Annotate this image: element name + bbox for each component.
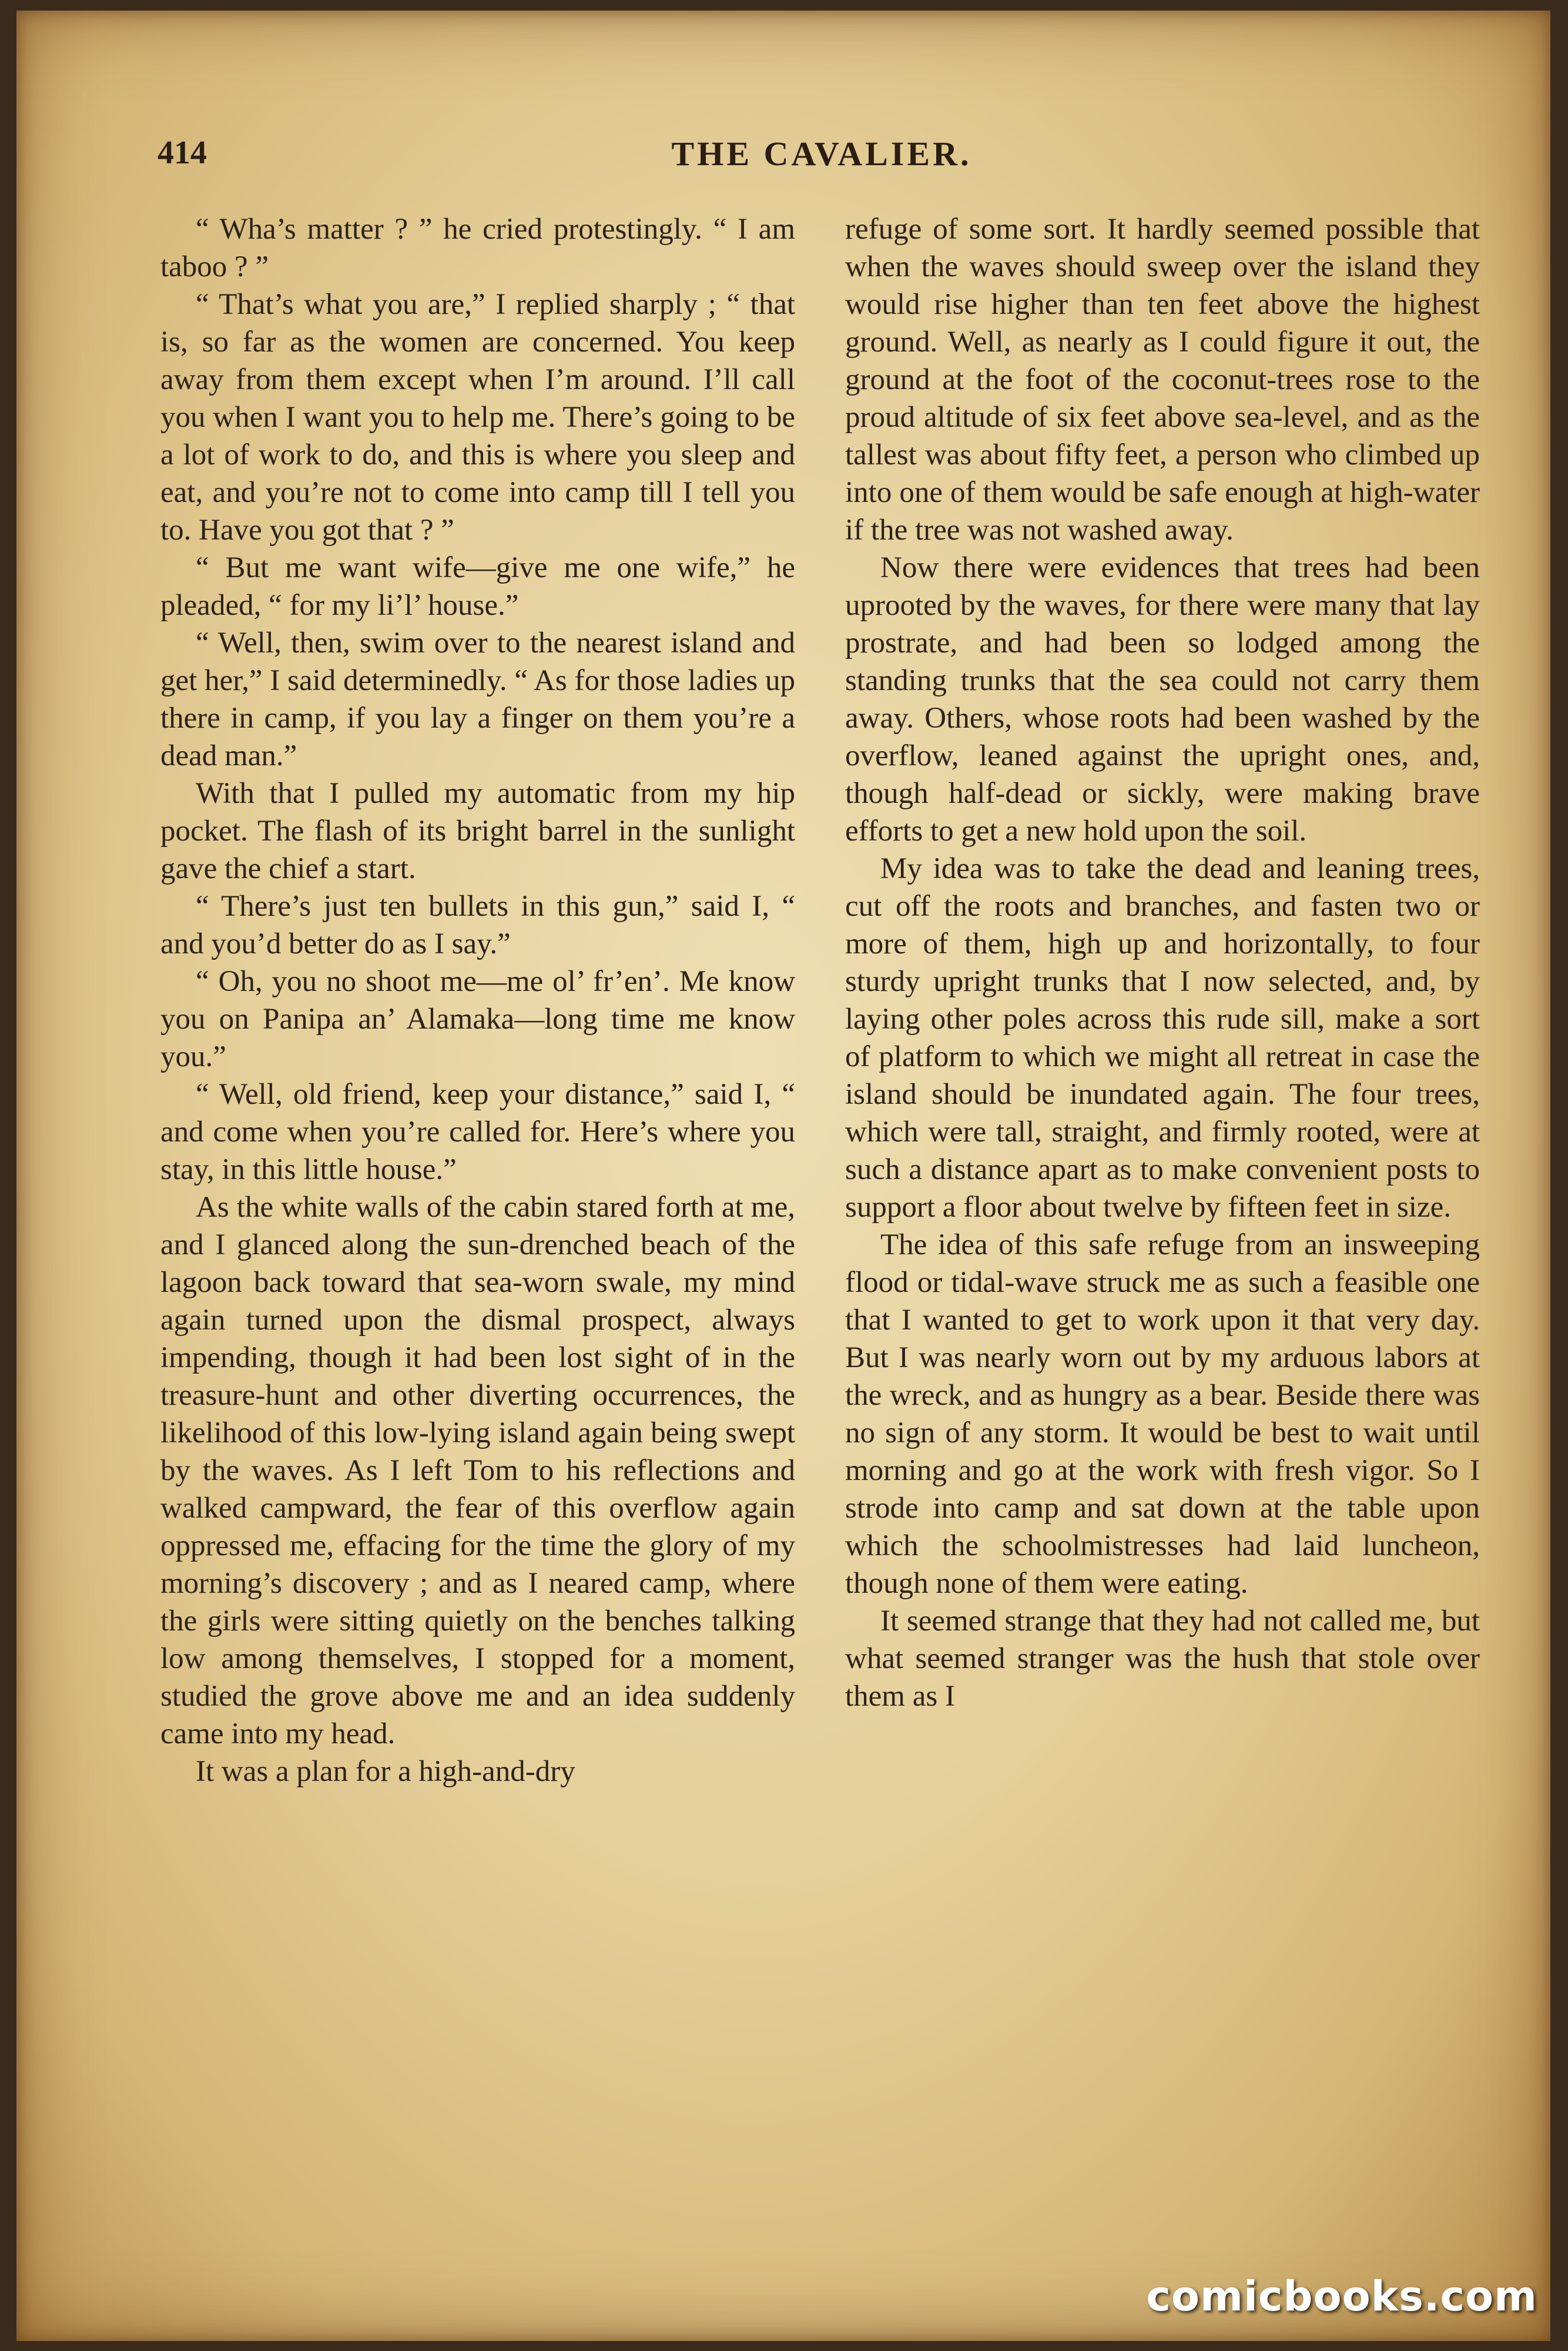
paragraph: “ That’s what you are,” I replied sharply ; “ that is, so far as the women are concerned. You keep away from them except when I’m around. I’ll call you when I want you to help me. There’s going to be a lot of work to do, and this is where you sleep and eat, and you’re not to come into camp till I tell you to. Have you got that ? ” (160, 288, 795, 547)
paragraph: The idea of this safe refuge from an insweeping flood or tidal-wave struck me as such a feasible one that I wanted to get to work upon it that very day. But I was nearly worn out by my arduous labors at the wreck, and as hungry as a bear. Beside there was no sign of any storm. It would be best to wait until morning and go at the work with fresh vigor. So I strode into camp and sat down at the table upon which the schoolmistresses had laid luncheon, though none of them were eating. (845, 1228, 1480, 1600)
paragraph: “ Well, then, swim over to the nearest island and get her,” I said determinedly. “ As for those ladies up there in camp, if you lay a finger on them you’re a dead man.” (160, 627, 795, 772)
paragraph: It seemed strange that they had not called me, but what seemed stranger was the hush that stole over them as I (845, 1605, 1480, 1713)
paragraph: “ But me want wife—give me one wife,” he pleaded, “ for my li’l’ house.” (160, 551, 795, 622)
paragraph: “ Wha’s matter ? ” he cried protestingly. “ I am taboo ? ” (160, 213, 795, 283)
paragraph: It was a plan for a high-and-dry (196, 1755, 575, 1788)
paragraph: “ There’s just ten bullets in this gun,” said I, “ and you’d better do as I say.” (160, 890, 795, 960)
paragraph-continued: refuge of some sort. It hardly seemed possible that when the waves should sweep over the island they would rise higher than ten feet above the highest ground. Well, as nearly as I could figure it out, the ground at the foot of the coconut-trees rose to the proud altitude of six feet above sea-level, and as the tallest was about fifty feet, a person who climbed up into one of them would be safe enough at high-water if the tree was not washed away. (845, 213, 1480, 547)
paragraph: As the white walls of the cabin stared forth at me, and I glanced along the sun-drenched beach of the lagoon back toward that sea-worn swale, my mind again turned upon the dismal prospect, always impending, though it had been lost sight of in the treasure-hunt and other diverting occurrences, the likelihood of this low-lying island again being swept by the waves. As I left Tom to his reflections and walked campward, the fear of this overflow again oppressed me, effacing for the time the glory of my morning’s discovery ; and as I neared camp, where the girls were sitting quietly on the benches talking low among themselves, I stopped for a moment, studied the grove above me and an idea suddenly came into my head. (160, 1191, 795, 1750)
watermark: comicbooks.com (1146, 2272, 1537, 2320)
left-column (160, 210, 795, 1790)
right-column (845, 210, 1480, 1715)
paragraph: “ Oh, you no shoot me—me ol’ fr’en’. Me know you on Panipa an’ Alamaka—long time me know you.” (160, 965, 795, 1073)
page-number: 414 (158, 135, 207, 171)
paragraph: Now there were evidences that trees had been uprooted by the waves, for there were many that lay prostrate, and had been so lodged among the standing trunks that the sea could not carry them away. Others, whose roots had been washed by the overflow, leaned against the upright ones, and, though half-dead or sickly, were making brave efforts to get a new hold upon the soil. (845, 551, 1480, 848)
running-title: THE CAVALIER. (671, 135, 972, 173)
page-header (146, 134, 1497, 181)
paragraph: With that I pulled my automatic from my hip pocket. The flash of its bright barrel in the sunlight gave the chief a start. (160, 777, 795, 885)
magazine-page (16, 11, 1550, 2341)
paragraph: My idea was to take the dead and leaning trees, cut off the roots and branches, and fasten two or more of them, high up and horizontally, to four sturdy upright trunks that I now selected, and, by laying other poles across this rude sill, make a sort of platform to which we might all retreat in case the island should be inundated again. The four trees, which were tall, straight, and firmly rooted, were at such a distance apart as to make convenient posts to support a floor about twelve by fifteen feet in size. (845, 852, 1480, 1224)
paragraph: “ Well, old friend, keep your distance,” said I, “ and come when you’re called for. Here’s where you stay, in this little house.” (160, 1078, 795, 1186)
